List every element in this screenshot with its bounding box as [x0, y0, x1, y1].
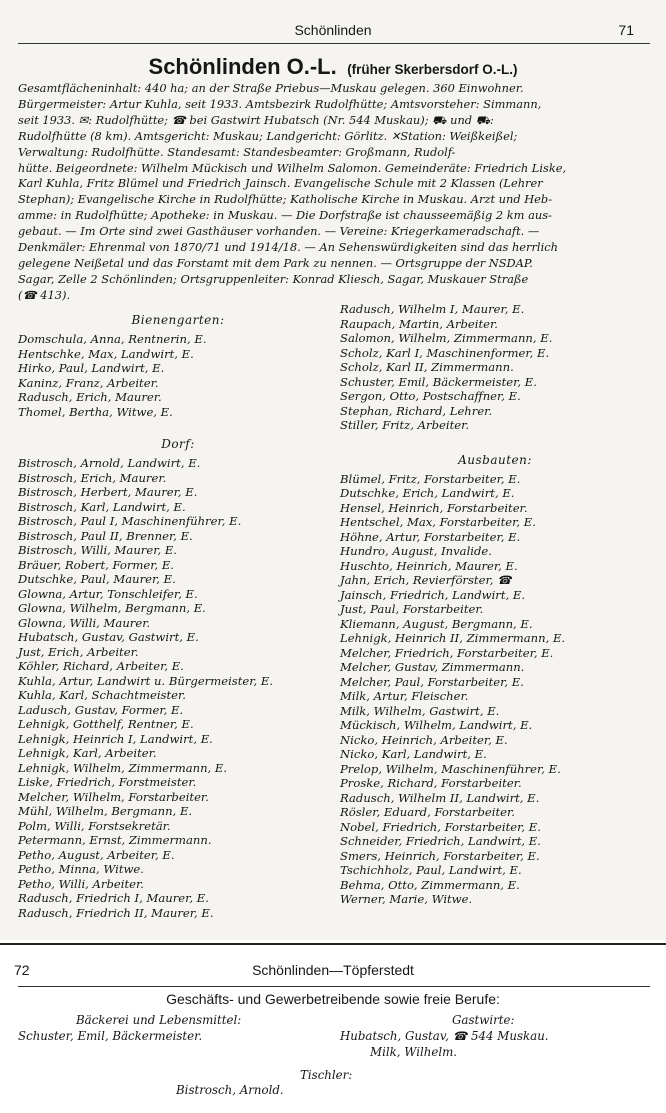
title-subtitle: (früher Skerbersdorf O.-L.) [347, 62, 518, 77]
resident-entry: Dutschke, Erich, Landwirt, E. [340, 486, 515, 500]
resident-entry: Höhne, Artur, Forstarbeiter, E. [340, 529, 521, 544]
entry-list [18, 456, 338, 920]
page-title [0, 54, 666, 80]
intro-line: hütte. Beigeordnete: Wilhelm Mückisch und Wilhelm Salomon. Gemeinderäte: Friedrich Liske, [18, 160, 567, 175]
resident-entry: Bistrosch, Erich, Maurer. [18, 470, 167, 485]
resident-entry: Glowna, Artur, Tonschleifer, E. [18, 586, 198, 601]
resident-entry: Radusch, Wilhelm I, Maurer, E. [340, 302, 525, 316]
resident-entry: Hubatsch, Gustav, Gastwirt, E. [18, 630, 199, 644]
resident-entry: Bistrosch, Paul II, Brenner, E. [18, 528, 193, 543]
intro-line: amme: in Rudolfhütte; Apotheke: in Muskau. — Die Dorfstraße ist chausseemäßig 2 km aus- [18, 208, 552, 223]
resident-entry: Petho, Willi, Arbeiter. [18, 876, 144, 891]
resident-entry: Bistrosch, Herbert, Maurer, E. [18, 485, 198, 499]
running-title: Schönlinden [294, 22, 372, 38]
resident-entry: Bistrosch, Karl, Landwirt, E. [18, 499, 186, 514]
resident-entry: Dutschke, Paul, Maurer, E. [18, 572, 176, 586]
page-number: 72 [14, 962, 30, 978]
intro-line: gelegene Neißetal und das Forstamt mit dem Park zu nennen. — Ortsgruppe der NSDAP. [18, 255, 533, 270]
resident-entry: Hentschel, Max, Forstarbeiter, E. [340, 515, 536, 529]
resident-entry: Kuhla, Artur, Landwirt u. Bürgermeister, E. [18, 673, 274, 688]
resident-entry: Nicko, Heinrich, Arbeiter, E. [340, 732, 508, 747]
resident-entry: Proske, Richard, Forstarbeiter. [340, 776, 522, 790]
header-rule [18, 43, 650, 44]
resident-entry: Schuster, Emil, Bäckermeister, E. [340, 374, 537, 389]
resident-entry: Stephan, Richard, Lehrer. [340, 403, 493, 418]
intro-line: Denkmäler: Ehrenmal von 1870/71 und 1914/18. — An Sehenswürdigkeiten sind das herrlich [18, 240, 558, 255]
resident-entry: Lehnigk, Heinrich II, Zimmermann, E. [340, 631, 566, 645]
resident-entry: Radusch, Friedrich II, Maurer, E. [18, 905, 214, 920]
resident-entry: Tschichholz, Paul, Landwirt, E. [340, 863, 522, 877]
resident-entry: Milk, Wilhelm, Gastwirt, E. [340, 703, 500, 718]
page-number: 71 [618, 22, 634, 38]
resident-entry: Schneider, Friedrich, Landwirt, E. [340, 834, 541, 848]
resident-entry: Domschula, Anna, Rentnerin, E. [18, 332, 207, 346]
resident-entry: Radusch, Wilhelm II, Landwirt, E. [340, 790, 540, 805]
running-header [0, 22, 666, 42]
section-heading-ausbauten: Ausbauten: [458, 452, 532, 467]
resident-entry: Kaninz, Franz, Arbeiter. [18, 375, 159, 390]
category-heading: Tischler: [300, 1068, 353, 1082]
intro-line: Gesamtflächeninhalt: 440 ha; an der Straße Priebus—Muskau gelegen. 360 Einwohner. [18, 81, 524, 95]
resident-entry: Polm, Willi, Forstsekretär. [18, 818, 171, 833]
resident-entry: Hentschke, Max, Landwirt, E. [18, 346, 194, 361]
resident-entry: Petho, Minna, Witwe. [18, 862, 144, 876]
intro-line: seit 1933. ✉: Rudolfhütte; ☎ bei Gastwirt Hubatsch (Nr. 544 Muskau); ⛟ und ⛟: [18, 112, 494, 127]
business-entry: Hubatsch, Gustav, ☎ 544 Muskau. [340, 1029, 549, 1043]
resident-entry: Radusch, Friedrich I, Maurer, E. [18, 891, 209, 905]
resident-entry: Glowna, Willi, Maurer. [18, 615, 151, 630]
resident-entry: Lehnigk, Wilhelm, Zimmermann, E. [18, 760, 228, 775]
resident-entry: Jainsch, Friedrich, Landwirt, E. [340, 587, 526, 602]
resident-entry: Lehnigk, Heinrich I, Landwirt, E. [18, 731, 213, 746]
business-entry: Bistrosch, Arnold. [176, 1083, 284, 1097]
resident-entry: Melcher, Wilhelm, Forstarbeiter. [18, 789, 209, 804]
resident-entry: Stiller, Fritz, Arbeiter. [340, 418, 470, 432]
resident-entry: Behma, Otto, Zimmermann, E. [340, 877, 520, 892]
page-separator [0, 943, 666, 945]
resident-entry: Petermann, Ernst, Zimmermann. [18, 833, 212, 847]
resident-entry: Bistrosch, Willi, Maurer, E. [18, 543, 177, 557]
resident-entry: Just, Erich, Arbeiter. [18, 644, 139, 659]
resident-entry: Rösler, Eduard, Forstarbeiter. [340, 805, 515, 819]
intro-line: Stephan); Evangelische Kirche in Rudolfhütte; Katholische Kirche in Muskau. Arzt und Heb- [18, 192, 553, 207]
resident-entry: Salomon, Wilhelm, Zimmermann, E. [340, 331, 553, 345]
intro-line: Karl Kuhla, Fritz Blümel und Friedrich Jainsch. Evangelische Schule mit 2 Klassen (Lehrer [18, 176, 543, 191]
resident-entry: Milk, Artur, Fleischer. [340, 689, 469, 703]
business-entry: Schuster, Emil, Bäckermeister. [18, 1029, 203, 1043]
intro-paragraph [18, 81, 646, 304]
resident-entry: Glowna, Wilhelm, Bergmann, E. [18, 601, 206, 615]
resident-entry: Smers, Heinrich, Forstarbeiter, E. [340, 848, 540, 863]
section-heading-bienengarten: Bienengarten: [131, 313, 225, 327]
resident-entry: Sergon, Otto, Postschaffner, E. [340, 389, 521, 403]
running-title: Schönlinden—Töpferstedt [252, 962, 414, 978]
resident-entry: Raupach, Martin, Arbeiter. [340, 316, 498, 331]
entry-list [340, 472, 650, 907]
resident-entry: Nobel, Friedrich, Forstarbeiter, E. [340, 819, 541, 834]
resident-entry: Nicko, Karl, Landwirt, E. [340, 747, 487, 761]
resident-entry: Melcher, Gustav, Zimmermann. [340, 660, 525, 674]
resident-entry: Ladusch, Gustav, Former, E. [18, 702, 184, 717]
left-column [18, 309, 338, 920]
resident-entry: Kuhla, Karl, Schachtmeister. [18, 688, 186, 702]
resident-entry: Thomel, Bertha, Witwe, E. [18, 404, 173, 419]
resident-entry: Liske, Friedrich, Forstmeister. [18, 775, 197, 789]
header-rule [18, 986, 650, 987]
intro-line: (☎ 413). [18, 287, 71, 302]
resident-entry: Just, Paul, Forstarbeiter. [340, 602, 484, 616]
resident-entry: Werner, Marie, Witwe. [340, 892, 473, 906]
running-header [0, 962, 666, 982]
business-heading: Geschäfts- und Gewerbetreibende sowie freie Berufe: [166, 991, 500, 1007]
intro-line: Rudolfhütte (8 km). Amtsgericht: Muskau; Landgericht: Görlitz. ✕Station: Weißkeißel; [18, 128, 518, 143]
resident-entry: Bistrosch, Arnold, Landwirt, E. [18, 456, 201, 470]
resident-entry: Mühl, Wilhelm, Bergmann, E. [18, 804, 193, 818]
resident-entry: Lehnigk, Gotthelf, Rentner, E. [18, 717, 194, 731]
resident-entry: Lehnigk, Karl, Arbeiter. [18, 746, 157, 760]
resident-entry: Radusch, Erich, Maurer. [18, 390, 162, 404]
title-main: Schönlinden O.-L. [148, 54, 337, 79]
entry-list [340, 302, 650, 433]
business-entry: Milk, Wilhelm. [370, 1045, 458, 1059]
resident-entry: Kliemann, August, Bergmann, E. [340, 616, 533, 631]
resident-entry: Hirko, Paul, Landwirt, E. [18, 361, 165, 375]
resident-entry: Huschto, Heinrich, Maurer, E. [340, 558, 518, 573]
resident-entry: Scholz, Karl I, Maschinenformer, E. [340, 345, 550, 360]
resident-entry: Hensel, Heinrich, Forstarbeiter. [340, 500, 528, 515]
resident-entry: Prelop, Wilhelm, Maschinenführer, E. [340, 761, 561, 776]
category-heading: Gastwirte: [452, 1013, 515, 1027]
category-heading: Bäckerei und Lebensmittel: [76, 1013, 242, 1027]
resident-entry: Melcher, Friedrich, Forstarbeiter, E. [340, 645, 554, 660]
resident-entry: Hundro, August, Invalide. [340, 544, 492, 558]
intro-line: Sagar, Zelle 2 Schönlinden; Ortsgruppenleiter: Konrad Kliesch, Sagar, Muskauer Straße [18, 271, 529, 286]
resident-entry: Scholz, Karl II, Zimmermann. [340, 360, 514, 374]
resident-entry: Mückisch, Wilhelm, Landwirt, E. [340, 718, 533, 732]
resident-entry: Jahn, Erich, Revierförster, ☎ [340, 573, 512, 587]
right-column [340, 302, 650, 907]
intro-line: Bürgermeister: Artur Kuhla, seit 1933. Amtsbezirk Rudolfhütte; Amtsvorsteher: Simmann, [18, 96, 542, 111]
resident-entry: Melcher, Paul, Forstarbeiter, E. [340, 674, 524, 689]
intro-line: Verwaltung: Rudolfhütte. Standesamt: Standesbeamter: Großmann, Rudolf- [18, 144, 456, 159]
entry-list [18, 332, 338, 419]
resident-entry: Bräuer, Robert, Former, E. [18, 557, 175, 572]
resident-entry: Petho, August, Arbeiter, E. [18, 847, 175, 862]
resident-entry: Köhler, Richard, Arbeiter, E. [18, 659, 184, 673]
section-heading-dorf: Dorf: [161, 437, 195, 451]
resident-entry: Blümel, Fritz, Forstarbeiter, E. [340, 471, 521, 486]
intro-line: gebaut. — Im Orte sind zwei Gasthäuser vorhanden. — Vereine: Kriegerkameradschaft. — [18, 224, 540, 239]
resident-entry: Bistrosch, Paul I, Maschinenführer, E. [18, 514, 242, 528]
